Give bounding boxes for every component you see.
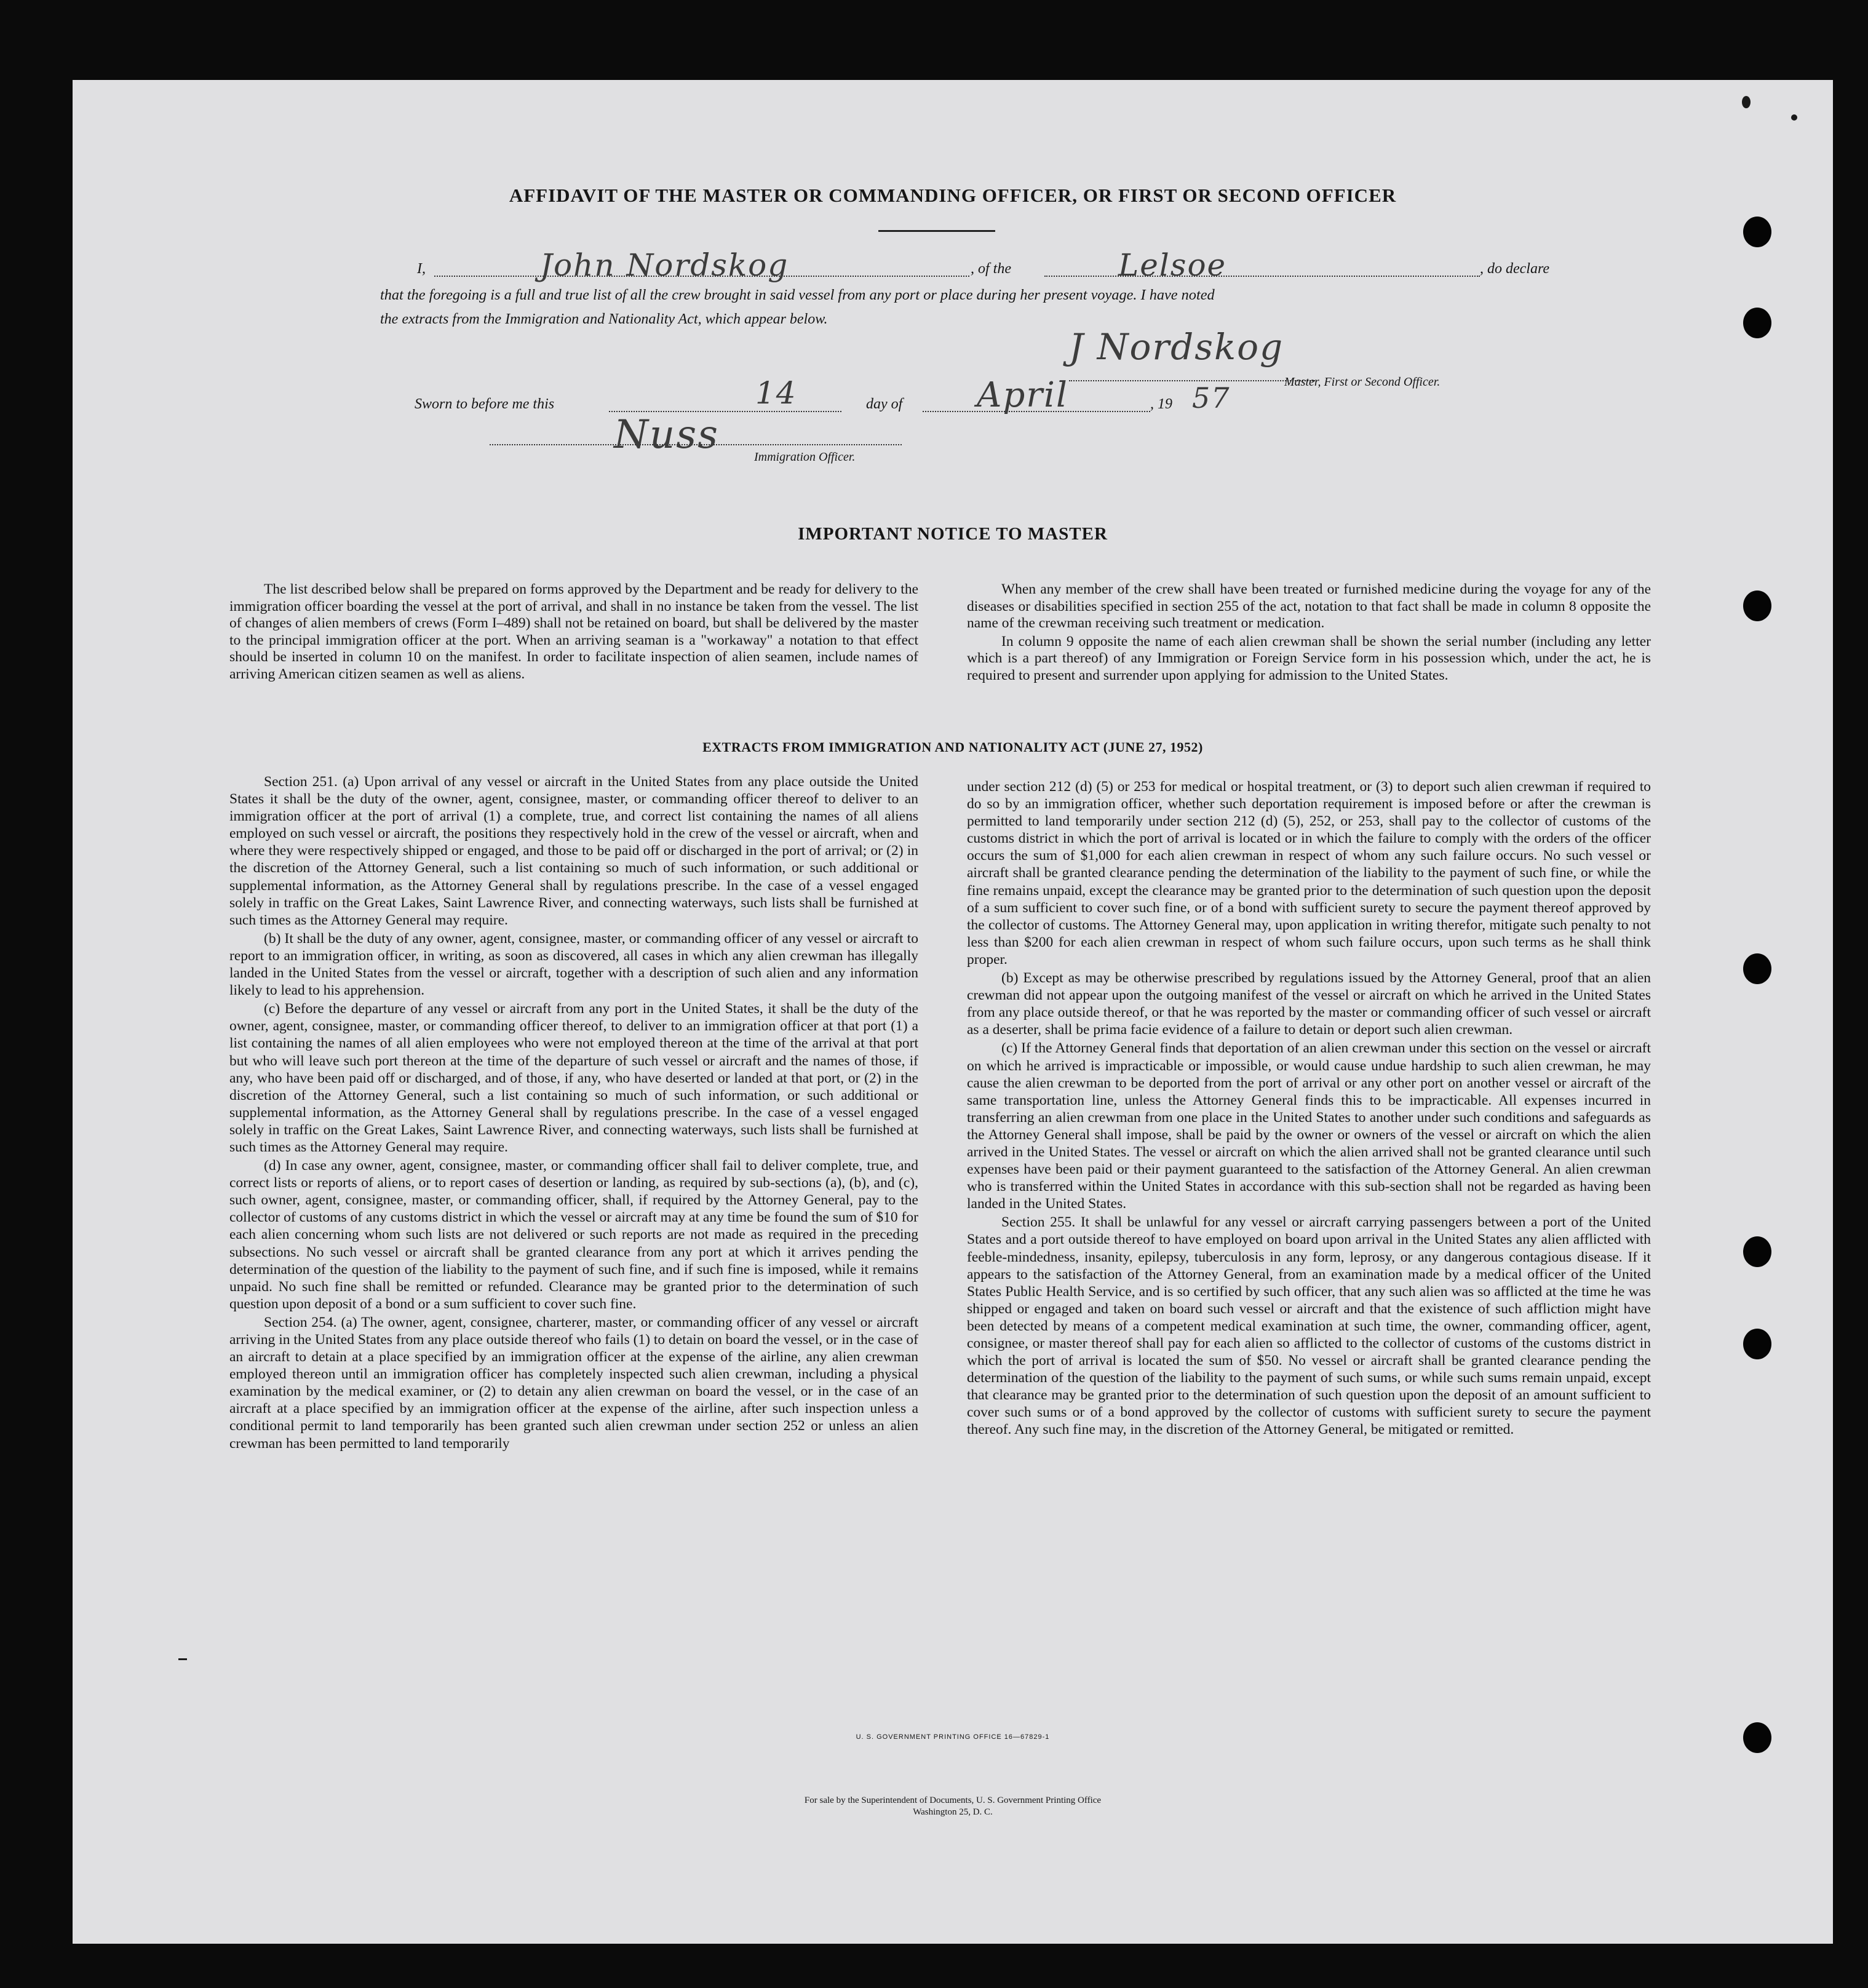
punch-hole	[1743, 1722, 1771, 1753]
extract-paragraph: Section 255. It shall be unlawful for any vessel or aircraft carrying passengers between a port of the United States and a port outside thereof to have employed on board upon arrival in the United States any alien afflicted with feeble-mindedness, insanity, epilepsy, tuberculosis in any form, leprosy, or any dangerous contagious disease. If it appears to the satisfaction of the Attorney General, from an examination made by a medical officer of the United States Public Health Service, and is so certified by such officer, that any such alien was so afflicted at the time he was shipped or engaged and taken on board such vessel or aircraft and that the existence of such affliction might have been detected by means of a competent medical examination at such time, the owner, commanding officer, agent, consignee, or master thereof shall pay for each alien so afflicted to the collector of customs of the customs district in which the port of arrival is located the sum of $50. No vessel or aircraft shall be granted clearance pending the determination of the question of the liability to the payment of such sums, or while such sums remain unpaid, except that clearance may be granted prior to the determination of such question upon the deposit of an amount sufficient to cover such sums or of a bond approved by the collector of customs with sufficient surety to secure the payment thereof. Any such fine may, in the discretion of the Attorney General, be mitigated or remitted.	[967, 1214, 1651, 1438]
declaration-line-2: the extracts from the Immigration and Nationality Act, which appear below.	[380, 311, 828, 327]
extract-paragraph: (b) Except as may be otherwise prescribed by regulations issued by the Attorney General, proof that an alien crewman did not appear upon the outgoing manifest of the vessel or aircraft on which he arrived in the United States from any place outside thereof, or that he was reported by the master or commanding officer of such vessel or aircraft as a deserter, shall be prima facie evidence of a failure to detain or deport such alien crewman.	[967, 970, 1651, 1038]
extract-paragraph: (d) In case any owner, agent, consignee, master, or commanding officer shall fail to deliver complete, true, and correct lists or reports of aliens, or to report cases of desertion or landing, as required by sub-sections (a), (b), and (c), such owner, agent, consignee, master, or commanding officer, shall, if required by the Attorney General, pay to the collector of customs of any customs district in which the vessel or aircraft may at any time be found the sum of $10 for each alien concerning whom such lists are not delivered or such reports are not made as required in the preceding subsections. No such vessel or aircraft shall be granted clearance from any port at which it arrives pending the determination of the question of the liability to the payment of such fine, and if such fine is imposed, while it remains unpaid. No such fine shall be remitted or refunded. Clearance may be granted prior to the determination of such question upon deposit of a bond or a sum sufficient to cover such fine.	[229, 1158, 918, 1312]
edge-speck	[178, 1658, 187, 1660]
do-declare-label: , do declare	[1480, 261, 1550, 277]
title-divider	[878, 230, 995, 232]
extracts-right-column	[967, 778, 1651, 1440]
declaration-line-1: that the foregoing is a full and true list of all the crew brought in said vessel from any port or place during her present voyage. I have noted	[380, 287, 1215, 303]
officer-signature: Nuss	[614, 412, 719, 458]
extracts-left-column	[229, 773, 918, 1453]
extract-paragraph: (c) If the Attorney General finds that deportation of an alien crewman under this section on the vessel or aircraft on which he arrived is impracticable or impossible, or would cause undue hardship to such alien crewman, he may cause the alien crewman to be deported from the port of arrival or any other port on another vessel or aircraft of the same transportation line, unless the Attorney General finds this to be impracticable. All expenses incurred in transferring an alien crewman from one place in the United States to another under such conditions and safeguards as the Attorney General shall impose, shall be paid by the owner or owners of the vessel or aircraft on which the alien arrived in the United States. The vessel or aircraft on which the alien arrived shall not be granted clearance until such expenses have been paid or their payment guaranteed to the satisfaction of the Attorney General. An alien crewman who is transferred within the United States in accordance with this sub-section shall not be regarded as having been landed in the United States.	[967, 1040, 1651, 1212]
notice-paragraph: The list described below shall be prepared on forms approved by the Department and be ready for delivery to the immigration officer boarding the vessel at the port of arrival, and shall in no instance be taken from the vessel. The list of changes of alien members of crews (Form I–489) shall not be retained on board, but shall be delivered by the master to the principal immigration officer at the port. When an arriving seaman is a "workaway" a notation to that effect should be inserted in column 10 on the manifest. In order to facilitate inspection of alien seamen, include names of arriving American citizen seamen as well as aliens.	[229, 581, 918, 682]
year-prefix-label: , 19	[1150, 396, 1172, 412]
extract-paragraph: (b) It shall be the duty of any owner, agent, consignee, master, or commanding officer of any vessel or aircraft to report to an immigration officer, in writing, as soon as discovered, all cases in which any alien crewman has illegally landed in the United States from the vessel or aircraft, together with a description of such alien and any information likely to lead to his apprehension.	[229, 930, 918, 999]
punch-hole	[1743, 1329, 1771, 1359]
edge-speck	[1791, 114, 1797, 121]
sworn-label: Sworn to before me this	[415, 396, 555, 412]
notice-right-column	[967, 581, 1651, 686]
day-of-label: day of	[866, 396, 903, 412]
extract-paragraph: under section 212 (d) (5) or 253 for medical or hospital treatment, or (3) to deport such alien crewman if required to do so by an immigration officer, whether such deportation requirement is imposed before or after the crewman is permitted to land temporarily under section 212 (d) (5), 252, or 253, shall pay to the collector of customs of the customs district in which the port of arrival is located or in which the failure to comply with the orders of the officer occurs the sum of $1,000 for each alien crewman in respect of whom any such failure occurs. No such vessel or aircraft shall be granted clearance pending the determination of the liability to the payment of such fine, or while the fine remains unpaid, except the clearance may be granted prior to the determination of such question upon the deposit of a sum sufficient to cover such fine, or of a bond with sufficient surety to secure the payment thereof approved by the collector of customs. The Attorney General may, upon application in writing therefor, mitigate such penalty to not less than $200 for each alien crewman in respect of whom such failure occurs, upon such terms as he shall think proper.	[967, 779, 1651, 968]
extract-paragraph: Section 251. (a) Upon arrival of any vessel or aircraft in the United States from any place outside the United States it shall be the duty of the owner, agent, consignee, master, or commanding officer thereof to deliver to an immigration officer at the port of arrival (1) a complete, true, and correct list containing the names of all aliens employed on such vessel or aircraft, the positions they respectively hold in the crew of the vessel or aircraft, when and where they were respectively shipped or engaged, and those to be paid off or discharged in the port of arrival; or (2) in the discretion of the Attorney General, such a list containing so much of such information, or such additional or supplemental information, as the Attorney General shall by regulations prescribe. In the case of a vessel engaged solely in traffic on the Great Lakes, Saint Lawrence River, and connecting waterways, such lists shall be furnished at such times as the Attorney General may require.	[229, 774, 918, 928]
master-caption: Master, First or Second Officer.	[1284, 375, 1441, 389]
of-the-label: , of the	[971, 261, 1011, 277]
sale-line-1: For sale by the Superintendent of Documents, U. S. Government Printing Office	[804, 1795, 1102, 1805]
notice-paragraph: When any member of the crew shall have been treated or furnished medicine during the voyage for any of the diseases or disabilities specified in section 255 of the act, notation to that fact shall be made in column 8 opposite the name of the crewman receiving such treatment or medication.	[967, 581, 1651, 632]
punch-hole	[1743, 590, 1771, 621]
handwritten-month: April	[977, 375, 1068, 415]
sale-line-2: Washington 25, D. C.	[913, 1807, 993, 1817]
handwritten-year: 57	[1192, 381, 1231, 415]
punch-hole	[1743, 308, 1771, 338]
notice-title: IMPORTANT NOTICE TO MASTER	[798, 524, 1108, 544]
gpo-imprint: U. S. GOVERNMENT PRINTING OFFICE 16—67829-1	[856, 1733, 1050, 1741]
edge-speck	[1742, 96, 1751, 108]
extract-paragraph: (c) Before the departure of any vessel or aircraft from any port in the United States, it shall be the duty of the owner, agent, consignee, master, or commanding officer thereof, to deliver to an immigration officer at that port (1) a list containing the names of all alien employees who were not employed thereon at the time of the arrival at that port but who will leave such port thereon at the time of the departure of such vessel or aircraft and the names of those, if any, who have been paid off or discharged, and of those, if any, who have deserted or landed at that port, or (2) in the discretion of the Attorney General, such a list containing so much of such information, or such additional or supplemental information, as the Attorney General shall by regulations prescribe. In the case of a vessel engaged solely in traffic on the Great Lakes, Saint Lawrence River, and connecting waterways, such lists shall be furnished at such times as the Attorney General may require.	[229, 1001, 918, 1155]
punch-hole	[1743, 953, 1771, 984]
affidavit-title: AFFIDAVIT OF THE MASTER OR COMMANDING OFFICER, OR FIRST OR SECOND OFFICER	[509, 185, 1397, 206]
i-label: I,	[417, 261, 426, 277]
form-sheet	[73, 80, 1833, 1944]
officer-caption: Immigration Officer.	[754, 450, 856, 464]
notice-paragraph: In column 9 opposite the name of each alien crewman shall be shown the serial number (including any letter which is a part thereof) of any Immigration or Foreign Service form in his possession which, under the act, he is required to present and surrender upon applying for admission to the United States.	[967, 633, 1651, 683]
handwritten-master-name: John Nordskog	[540, 247, 789, 283]
notice-left-column	[229, 581, 918, 685]
sale-notice	[73, 1795, 1833, 1818]
master-signature: J Nordskog	[1069, 326, 1284, 368]
punch-hole	[1743, 217, 1771, 247]
handwritten-vessel-name: Lelsoe	[1118, 247, 1227, 283]
extract-paragraph: Section 254. (a) The owner, agent, consignee, charterer, master, or commanding officer of any vessel or aircraft arriving in the United States from any place outside thereof who fails (1) to detain on board the vessel, or in the case of an aircraft to detain at a place specified by an immigration officer at the expense of the airline, any alien crewman employed thereon until an immigration officer has completely inspected such alien crewman, including a physical examination by the medical examiner, or (2) to detain any alien crewman on board the vessel, or in the case of an aircraft at a place specified by an immigration officer at the expense of the airline, after such inspection unless a conditional permit to land temporarily has been granted such alien crewman under section 252 or unless an alien crewman has been permitted to land temporarily	[229, 1314, 918, 1452]
handwritten-day: 14	[755, 375, 797, 411]
punch-hole	[1743, 1236, 1771, 1267]
vessel-field-line	[1044, 276, 1480, 277]
extracts-title: EXTRACTS FROM IMMIGRATION AND NATIONALITY ACT (JUNE 27, 1952)	[702, 739, 1203, 755]
